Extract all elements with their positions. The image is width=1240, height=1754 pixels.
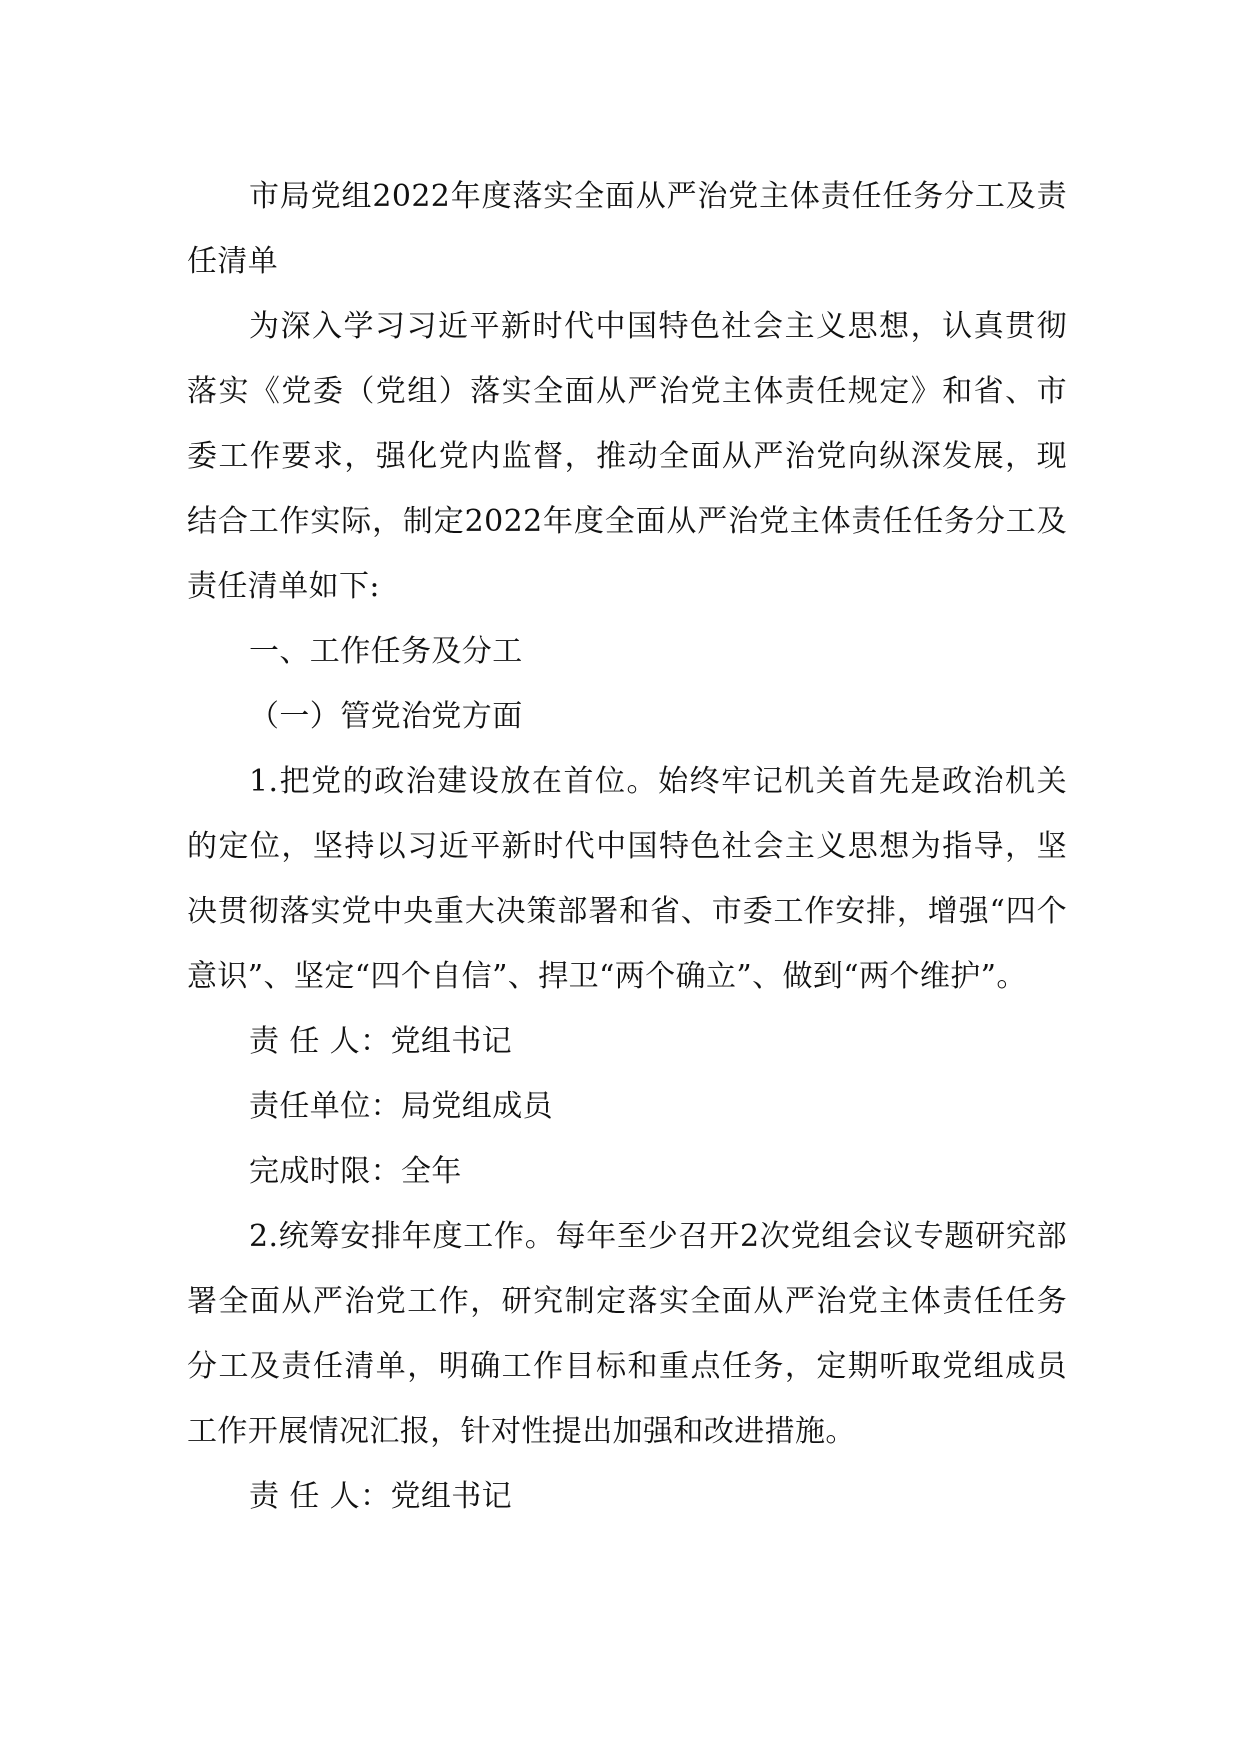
item-2-responsible-person: 责 任 人：党组书记 bbox=[249, 1479, 513, 1514]
item-1-deadline: 完成时限：全年 bbox=[249, 1154, 462, 1189]
document-title: 市局党组2022年度落实全面从严治党主体责任任务分工及责任清单 bbox=[187, 179, 1067, 279]
item-1-responsible-person: 责 任 人：党组书记 bbox=[249, 1024, 513, 1059]
section-heading: 一、工作任务及分工 bbox=[249, 634, 523, 669]
subsection-heading: （一）管党治党方面 bbox=[249, 699, 523, 734]
item-1-responsible-unit: 责任单位：局党组成员 bbox=[249, 1089, 553, 1124]
item-2-text: 2.统筹安排年度工作。每年至少召开2次党组会议专题研究部署全面从严治党工作，研究制定落实全面从严治党主体责任任务分工及责任清单，明确工作目标和重点任务，定期听取党组成员工作开展情况汇报，针对性提出加强和改进措施。 bbox=[187, 1219, 1067, 1449]
intro-paragraph: 为深入学习习近平新时代中国特色社会主义思想，认真贯彻落实《党委（党组）落实全面从严治党主体责任规定》和省、市委工作要求，强化党内监督，推动全面从严治党向纵深发展，现结合工作实际，制定2022年度全面从严治党主体责任任务分工及责任清单如下: bbox=[187, 309, 1067, 604]
document-page bbox=[187, 164, 1067, 1529]
item-1-text: 1.把党的政治建设放在首位。始终牢记机关首先是政治机关的定位，坚持以习近平新时代中国特色社会主义思想为指导，坚决贯彻落实党中央重大决策部署和省、市委工作安排，增强“四个意识”、坚定“四个自信”、捍卫“两个确立”、做到“两个维护”。 bbox=[187, 764, 1067, 994]
